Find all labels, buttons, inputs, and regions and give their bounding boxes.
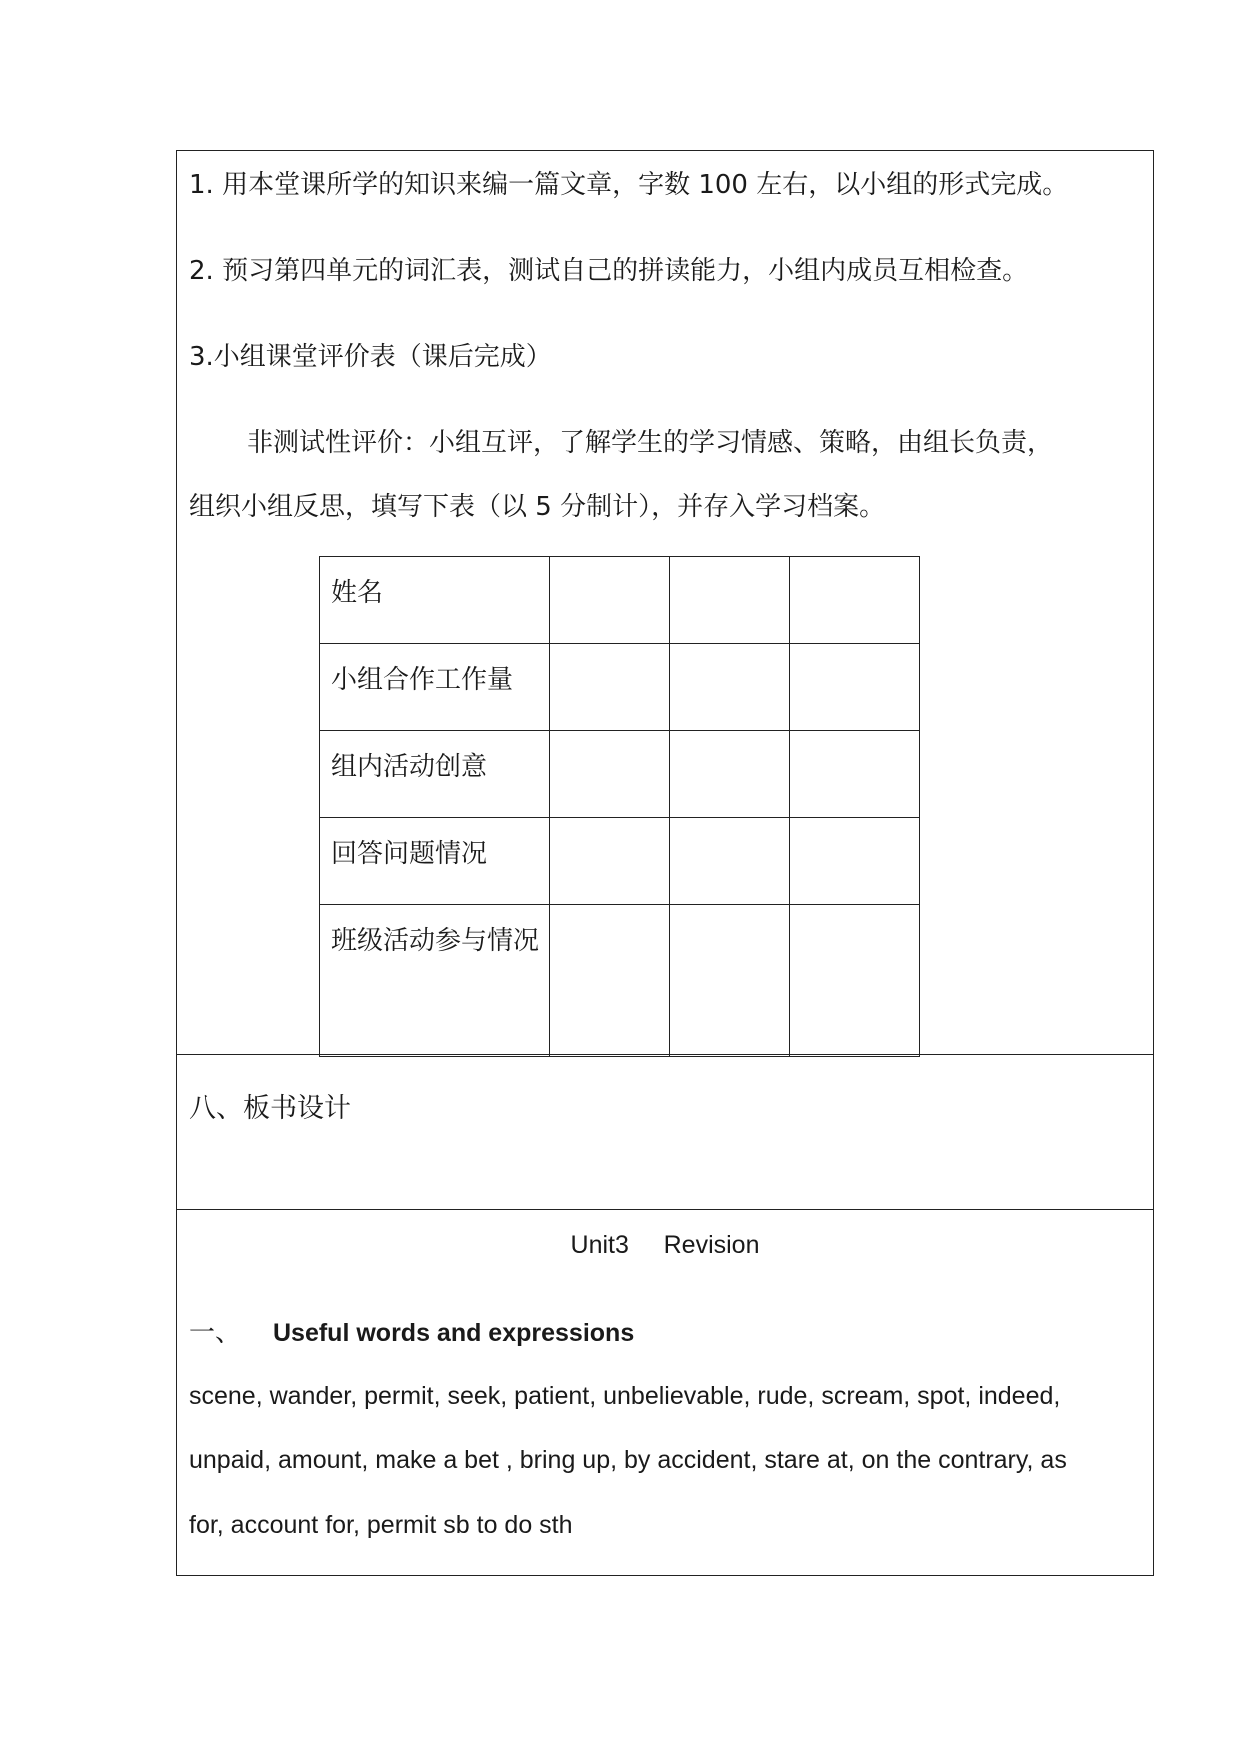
score-cell xyxy=(550,731,670,818)
score-cell xyxy=(790,818,920,905)
row-divider xyxy=(177,1054,1153,1055)
score-cell xyxy=(550,644,670,731)
evaluation-row xyxy=(320,818,920,905)
score-cell xyxy=(670,818,790,905)
section-8-heading: 八、板书设计 xyxy=(189,1093,351,1124)
score-cell xyxy=(790,644,920,731)
score-cell xyxy=(790,731,920,818)
lesson-plan-table xyxy=(176,150,1154,1576)
score-cell xyxy=(790,557,920,644)
row-label-answering: 回答问题情况 xyxy=(320,818,550,905)
words-line-2: unpaid, amount, make a bet , bring up, by accident, stare at, on the contrary, as xyxy=(189,1446,1067,1474)
score-cell xyxy=(670,731,790,818)
evaluation-row xyxy=(320,557,920,644)
evaluation-description-line-1: 非测试性评价：小组互评，了解学生的学习情感、策略，由组长负责， xyxy=(247,428,1054,458)
section-title: Useful words and expressions xyxy=(273,1319,635,1347)
row-label-name: 姓名 xyxy=(320,557,550,644)
score-cell xyxy=(670,557,790,644)
score-cell xyxy=(790,905,920,1057)
row-divider xyxy=(177,1209,1153,1210)
evaluation-row xyxy=(320,905,920,1057)
row-label-workload: 小组合作工作量 xyxy=(320,644,550,731)
words-line-1: scene, wander, permit, seek, patient, unbelievable, rude, scream, spot, indeed, xyxy=(189,1382,1061,1410)
words-line-3: for, account for, permit sb to do sth xyxy=(189,1511,573,1539)
score-cell xyxy=(670,644,790,731)
score-cell xyxy=(550,557,670,644)
homework-item-1: 1. 用本堂课所学的知识来编一篇文章，字数 100 左右，以小组的形式完成。 xyxy=(189,170,1069,200)
evaluation-description-line-2: 组织小组反思，填写下表（以 5 分制计），并存入学习档案。 xyxy=(189,492,886,522)
board-title: Unit3 Revision xyxy=(570,1231,760,1259)
score-cell xyxy=(550,905,670,1057)
section-number: 一、 xyxy=(189,1318,242,1348)
evaluation-row xyxy=(320,731,920,818)
row-label-participation: 班级活动参与情况 xyxy=(320,905,550,1057)
homework-item-2: 2. 预习第四单元的词汇表，测试自己的拼读能力，小组内成员互相检查。 xyxy=(189,256,1029,286)
group-evaluation-table xyxy=(319,556,920,1057)
homework-item-3: 3.小组课堂评价表（课后完成） xyxy=(189,342,552,372)
score-cell xyxy=(670,905,790,1057)
evaluation-row xyxy=(320,644,920,731)
row-label-creativity: 组内活动创意 xyxy=(320,731,550,818)
score-cell xyxy=(550,818,670,905)
